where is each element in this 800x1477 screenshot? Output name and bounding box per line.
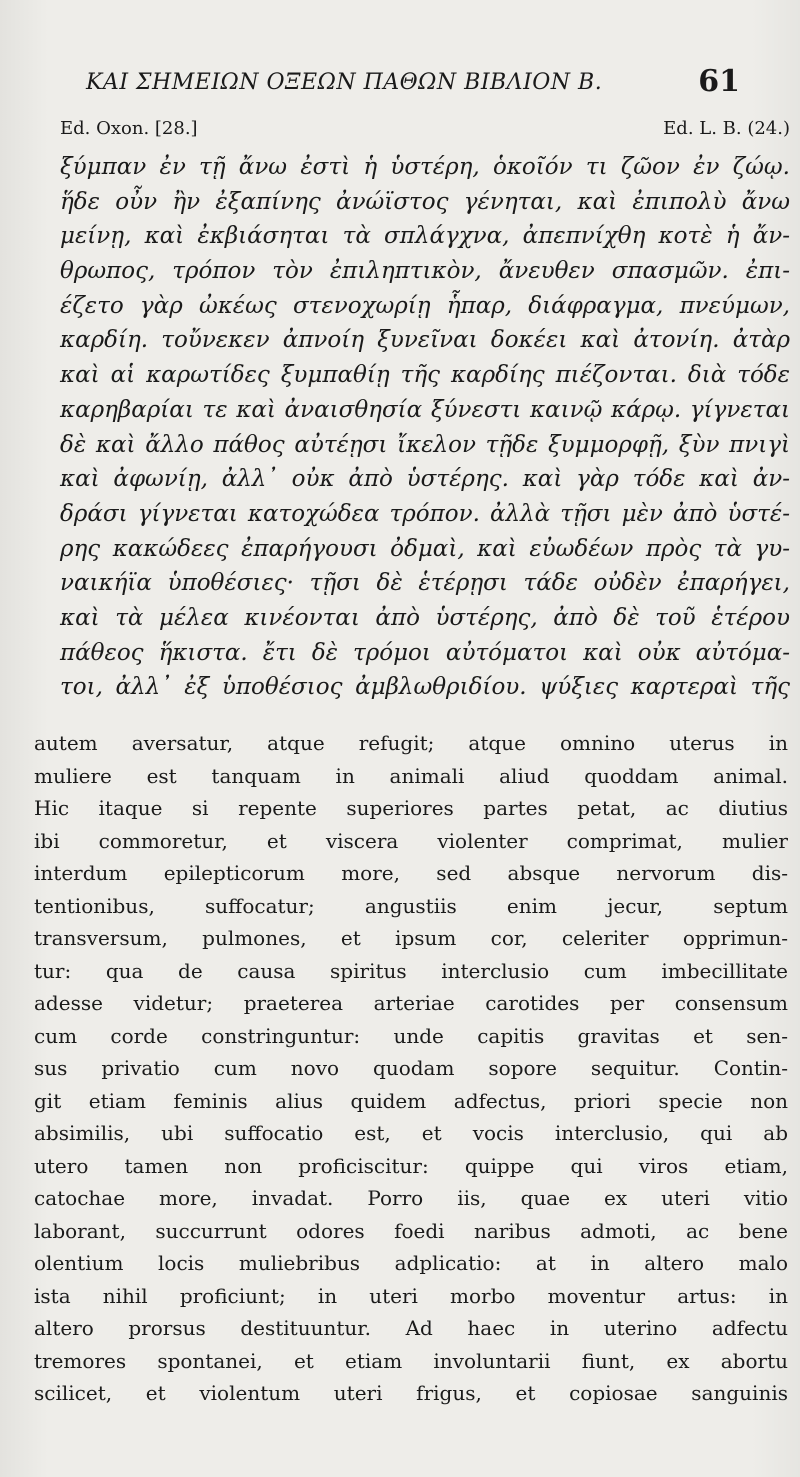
greek-text-block — [60, 150, 790, 705]
latin-line: git etiam feminis alius quidem adfectus, priori specie non — [34, 1088, 788, 1113]
greek-line: έζετο γὰρ ὠκέως στενοχωρίῃ ἧπαρ, διάφραγμα, πνεύμων, — [60, 292, 790, 319]
page-header — [86, 64, 740, 104]
greek-line: τοι, ἀλλ᾽ ἐξ ὑποθέσιος ἀμβλωθριδίου. ψύξιες καρτεραὶ τῆς — [60, 674, 790, 701]
edition-oxon: Ed. Oxon. [28.] — [60, 118, 198, 139]
latin-line: interdum epilepticorum more, sed absque nervorum dis- — [34, 861, 788, 885]
latin-line: cum corde constringuntur: unde capitis gravitas et sen- — [34, 1023, 788, 1048]
latin-line: utero tamen non proficiscitur: quippe qui viros etiam, — [34, 1153, 788, 1178]
latin-line: transversum, pulmones, et ipsum cor, celeriter opprimun- — [34, 926, 788, 950]
latin-line: Hic itaque si repente superiores partes petat, ac diutius — [34, 796, 788, 820]
greek-line: ναικήϊα ὑποθέσιες· τῇσι δὲ ἑτέρῃσι τάδε οὐδὲν ἐπαρήγει, — [60, 570, 790, 597]
latin-line: scilicet, et violentum uteri frigus, et copiosae sanguinis — [34, 1381, 788, 1405]
latin-line: laborant, succurrunt odores foedi naribus admoti, ac bene — [34, 1218, 788, 1243]
latin-line: ista nihil proficiunt; in uteri morbo moventur artus: in — [34, 1283, 788, 1308]
greek-line: καὶ αἱ καρωτίδες ξυμπαθίῃ τῆς καρδίης πιέζονται. διὰ τόδε — [60, 362, 790, 389]
edition-lb: Ed. L. B. (24.) — [663, 118, 790, 139]
latin-line: catochae more, invadat. Porro iis, quae ex uteri vitio — [34, 1186, 788, 1210]
latin-line: tentionibus, suffocatur; angustiis enim jecur, septum — [34, 893, 788, 918]
greek-line: καρδίη. τοὔνεκεν ἀπνοίη ξυνεῖναι δοκέει καὶ ἀτονίη. ἀτὰρ — [60, 327, 790, 354]
latin-line: olentium locis muliebribus adplicatio: at in altero malo — [34, 1251, 788, 1275]
greek-line: θρωπος, τρόπον τὸν ἐπιληπτικὸν, ἄνευθεν σπασμῶν. ἐπι- — [60, 258, 790, 285]
greek-line: καρηβαρίαι τε καὶ ἀναισθησία ξύνεστι καινῷ κάρῳ. γίγνεται — [60, 396, 790, 423]
latin-line: muliere est tanquam in animali aliud quoddam animal. — [34, 763, 788, 788]
greek-line: δράσι γίγνεται κατοχώδεα τρόπον. ἀλλὰ τῇσι μὲν ἀπὸ ὑστέ- — [60, 500, 790, 527]
greek-line: ἥδε οὖν ἢν ἐξαπίνης ἀνώϊστος γένηται, καὶ ἐπιπολὺ ἄνω — [60, 188, 790, 215]
edition-references — [60, 118, 790, 144]
latin-line: tremores spontanei, et etiam involuntarii fiunt, ex abortu — [34, 1348, 788, 1373]
latin-line: adesse videtur; praeterea arteriae carotides per consensum — [34, 991, 788, 1015]
latin-line: sus privatio cum novo quodam sopore sequitur. Contin- — [34, 1056, 788, 1080]
greek-line: δὲ καὶ ἄλλο πάθος αὐτέῃσι ἴκελον τῇδε ξυμμορφῇ, ξὺν πνιγὶ — [60, 431, 790, 458]
latin-line: autem aversatur, atque refugit; atque omnino uterus in — [34, 731, 788, 755]
greek-line: μείνῃ, καὶ ἐκβιάσηται τὰ σπλάγχνα, ἀπεπνίχθη κοτὲ ἡ ἄν- — [60, 223, 790, 250]
latin-line: ibi commoretur, et viscera violenter comprimat, mulier — [34, 828, 788, 853]
latin-line: tur: qua de causa spiritus interclusio cum imbecillitate — [34, 958, 788, 983]
running-title: ΚΑΙ ΣΗΜΕΙΩΝ ΟΞΕΩΝ ΠΑΘΩΝ ΒΙΒΛΙΟΝ Β. — [86, 70, 603, 95]
latin-text-block — [34, 727, 788, 1410]
latin-line: altero prorsus destituuntur. Ad haec in uterino adfectu — [34, 1316, 788, 1340]
greek-line: καὶ τὰ μέλεα κινέονται ἀπὸ ὑστέρης, ἀπὸ δὲ τοῦ ἑτέρου — [60, 604, 790, 631]
greek-line: ρης κακώδεες ἐπαρήγουσι ὀδμαὶ, καὶ εὐωδέων πρὸς τὰ γυ- — [60, 535, 790, 562]
latin-line: absimilis, ubi suffocatio est, et vocis interclusio, qui ab — [34, 1121, 788, 1145]
greek-line: καὶ ἀφωνίῃ, ἀλλ᾽ οὐκ ἀπὸ ὑστέρης. καὶ γὰρ τόδε καὶ ἀν- — [60, 466, 790, 493]
page-number: 61 — [698, 64, 740, 99]
greek-line: ξύμπαν ἐν τῇ ἄνω ἐστὶ ἡ ὑστέρη, ὁκοῖόν τι ζῶον ἐν ζώῳ. — [60, 154, 790, 180]
greek-line: πάθεος ἥκιστα. ἔτι δὲ τρόμοι αὐτόματοι καὶ οὐκ αὐτόμα- — [60, 639, 790, 666]
